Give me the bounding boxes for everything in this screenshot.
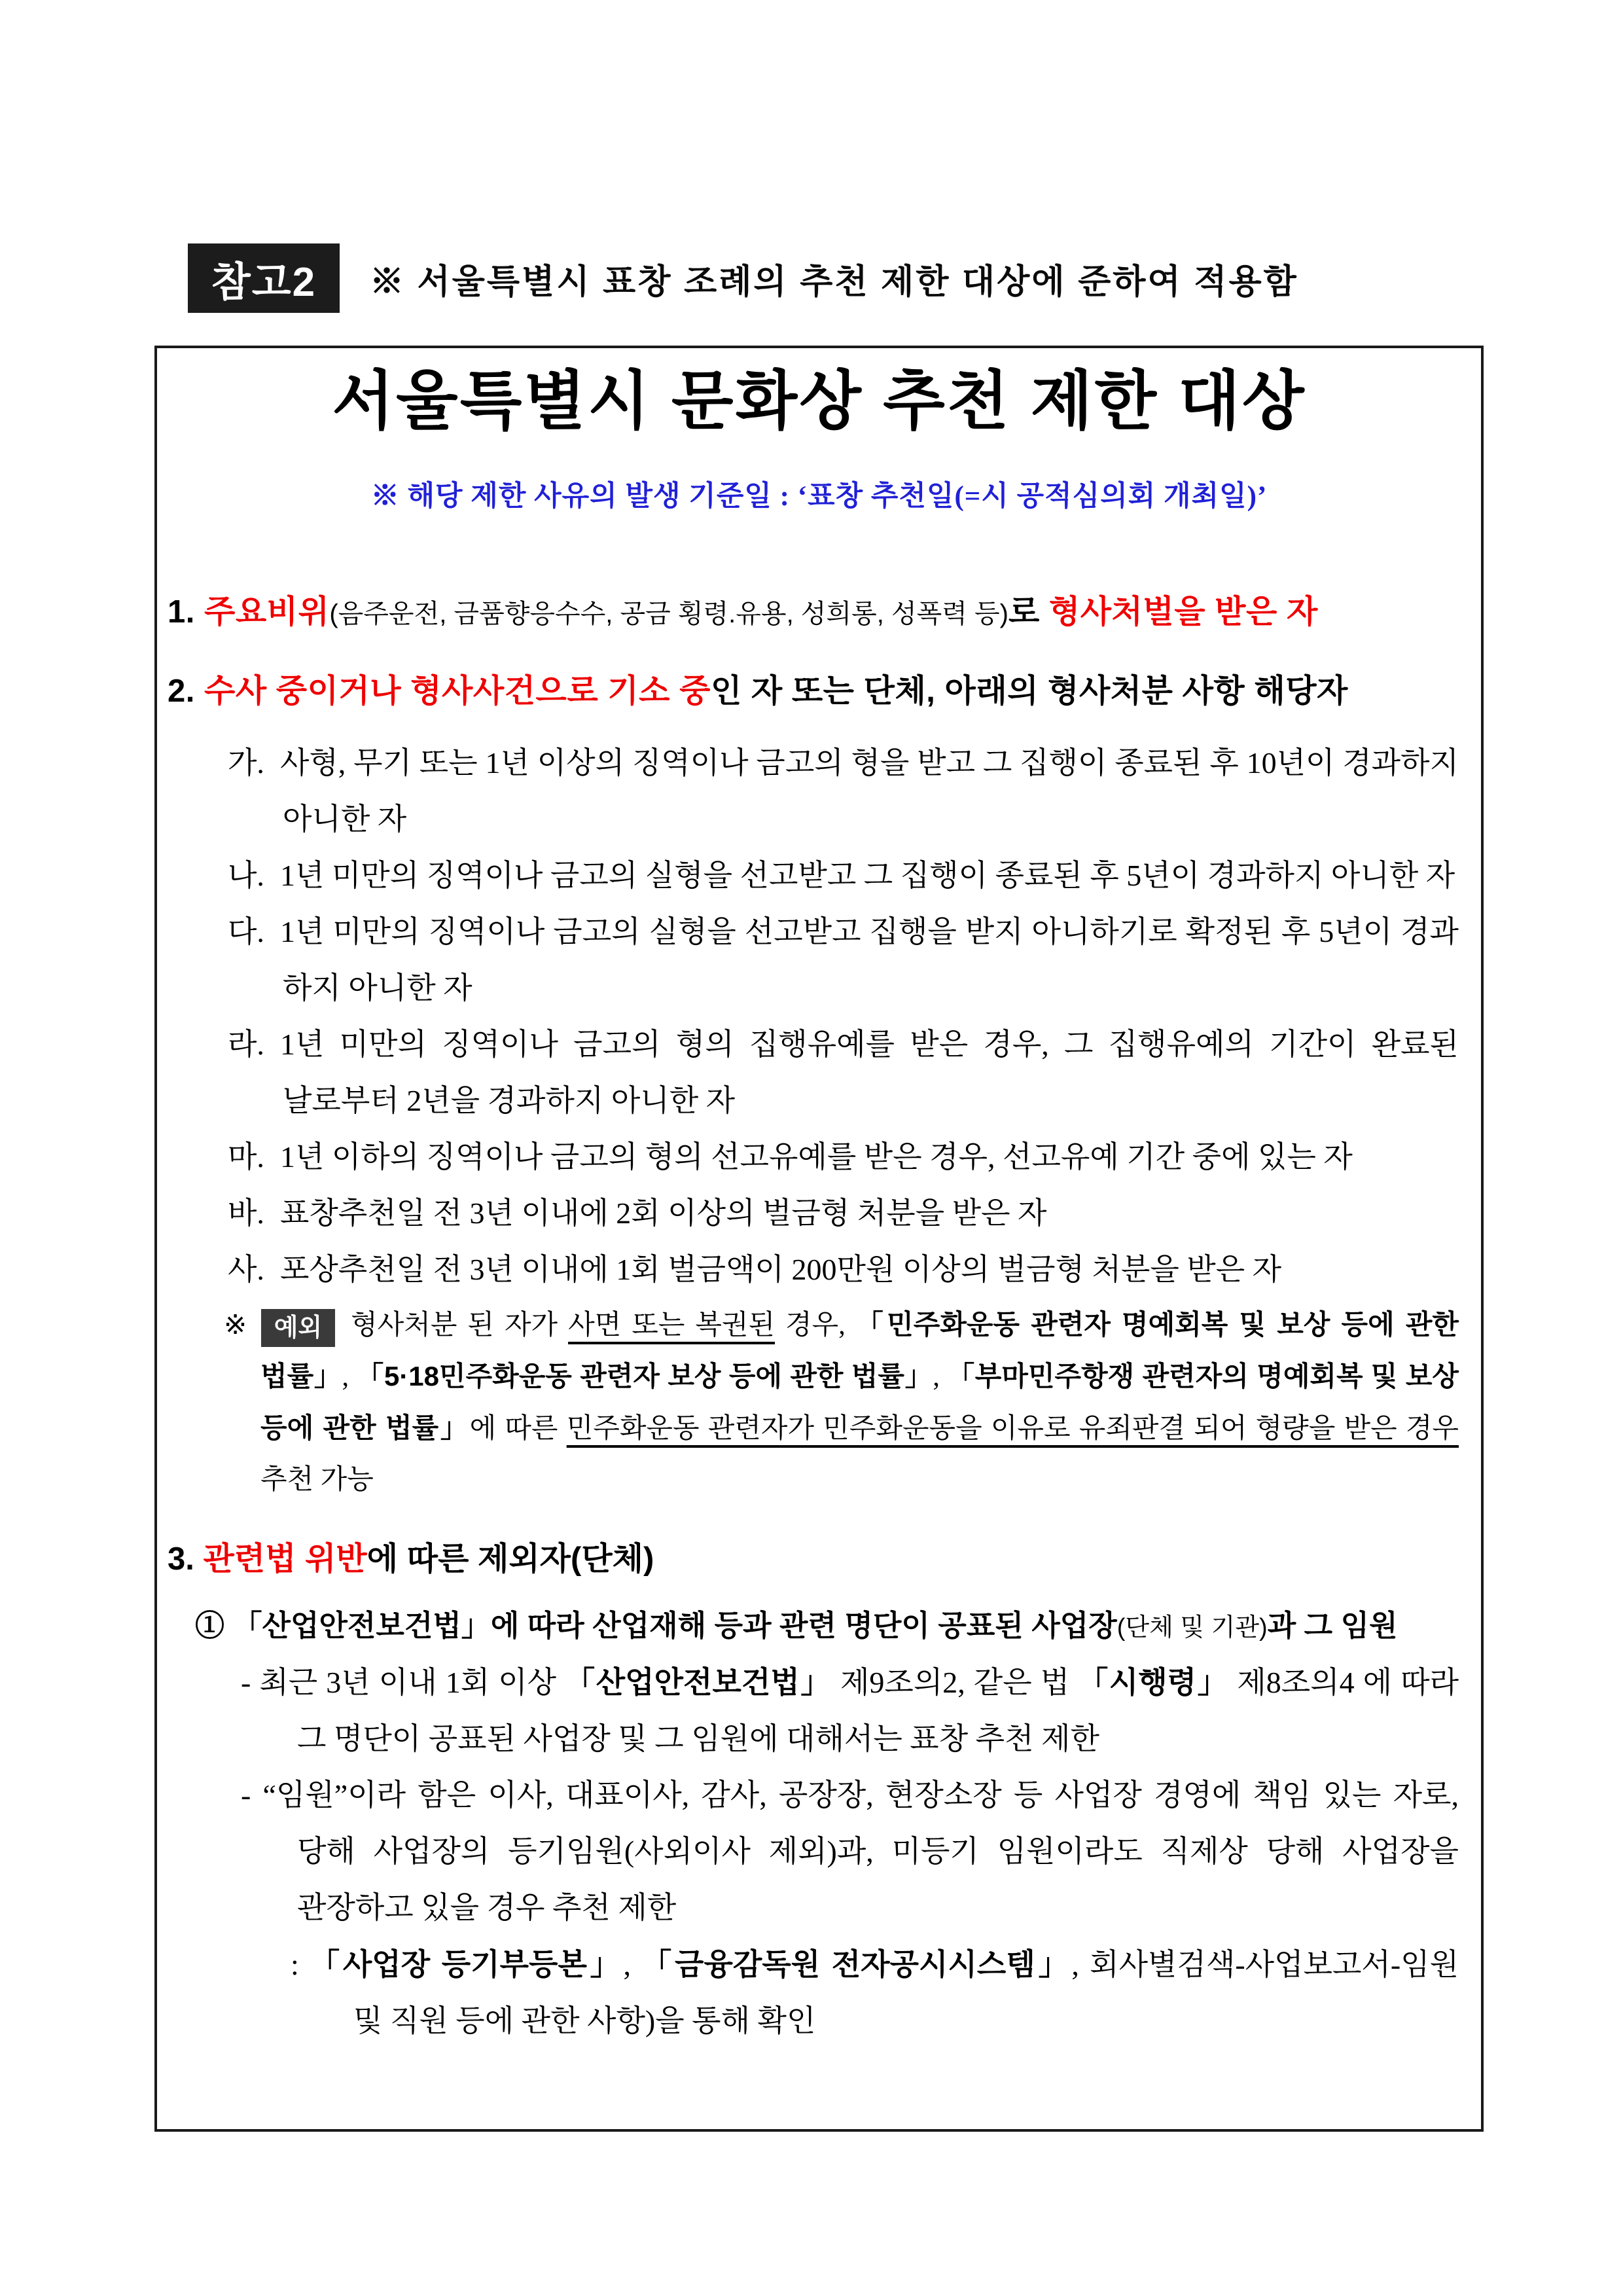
list-item: 나. 1년 미만의 징역이나 금고의 실형을 선고받고 그 집행이 종료된 후 5년이 경과하지 아니한 자 xyxy=(228,859,1455,893)
text-segment: , 회사별검색-사업보고서-임원 및 직원 등에 관한 사항)을 통해 확인 xyxy=(353,1947,1459,2037)
text-segment: 제9조의2, 같은 법 xyxy=(831,1665,1079,1699)
list-item: 사. 포상추천일 전 3년 이내에 1회 벌금액이 200만원 이상의 벌금형 처분을 받은 자 xyxy=(228,1253,1282,1287)
reference-mark: ※ xyxy=(224,1310,251,1341)
item-3-1-dash-1 xyxy=(241,1654,1459,1767)
list-item-label: 가. xyxy=(228,746,264,780)
text-segment: , xyxy=(933,1362,948,1393)
text-segment: 「5·18민주화운동 관련자 보상 등에 관한 법률」 xyxy=(356,1361,933,1392)
page-subtitle: ※ 해당 제한 사유의 발생 기준일 : ‘표창 추천일(=시 공적심의회 개최일)’ xyxy=(370,480,1268,512)
text-segment: 「금융감독원 전자공시시스템」 xyxy=(641,1946,1072,1981)
text-segment: 관련법 위반 xyxy=(203,1541,367,1577)
text-segment: 1. xyxy=(168,594,204,630)
list-item-label: 마. xyxy=(228,1140,264,1174)
text-segment: : xyxy=(291,1947,310,1981)
list-item: 가. 사형, 무기 또는 1년 이상의 징역이나 금고의 형을 받고 그 집행이 종료된 후 10년이 경과하지 아니한 자 xyxy=(228,746,1459,836)
text-segment: 수사 중이거나 형사사건으로 기소 중 xyxy=(204,673,711,709)
page-header xyxy=(188,243,1298,313)
text-segment: 「산업안전보건법」 xyxy=(232,1608,491,1642)
list-item: 라. 1년 미만의 징역이나 금고의 형의 집행유예를 받은 경우, 그 집행유예의 기간이 완료된 날로부터 2년을 경과하지 아니한 자 xyxy=(228,1028,1459,1118)
text-segment: 에 따른 제외자(단체) xyxy=(366,1541,654,1577)
list-item: 바. 표창추천일 전 3년 이내에 2회 이상의 벌금형 처분을 받은 자 xyxy=(228,1196,1047,1230)
text-segment: 사면 또는 복권된 xyxy=(568,1310,776,1341)
text-segment: 2. xyxy=(168,673,204,709)
list-item-label: 다. xyxy=(228,915,264,949)
exception-badge: 예외 xyxy=(261,1309,335,1347)
text-segment: 에 따른 xyxy=(469,1414,567,1444)
text-segment: 에 따라 산업재해 등과 관련 명단이 공표된 사업장 xyxy=(490,1608,1117,1642)
text-segment: 「시행령」 xyxy=(1078,1664,1229,1699)
text-segment: ① xyxy=(195,1608,233,1642)
item-1-heading xyxy=(168,592,1461,632)
text-segment: , xyxy=(623,1947,642,1981)
list-item: 다. 1년 미만의 징역이나 금고의 실형을 선고받고 집행을 받지 아니하기로 확정된 후 5년이 경과 하지 아니한 자 xyxy=(228,915,1459,1005)
text-segment: 형사처벌을 받은 자 xyxy=(1048,594,1318,630)
reference-badge: 참고2 xyxy=(188,243,340,313)
item-3-1-dash-2 xyxy=(241,1767,1459,1936)
text-segment: 과 그 임원 xyxy=(1267,1608,1398,1642)
text-segment: - “임원”이라 함은 이사, 대표이사, 감사, 공장장, 현장소장 등 사업장 경영에 책임 있는 자로, 당해 사업장의 등기임원(사외이사 제외)과, 미등기 임원이라도 직제상 당해 사업장을 관장하고 있을 경우 추천 제한 xyxy=(241,1778,1459,1924)
header-note: ※ 서울특별시 표창 조례의 추천 제한 대상에 준하여 적용함 xyxy=(370,262,1298,301)
text-segment: 「부마민주항쟁 관련자의 명예회복 및 보상 등에 관한 법률」 xyxy=(260,1361,1459,1444)
list-item: 마. 1년 이하의 징역이나 금고의 형의 선고유예를 받은 경우, 선고유예 기간 중에 있는 자 xyxy=(228,1140,1353,1174)
text-segment: 「사업장 등기부등본」 xyxy=(310,1946,624,1981)
text-segment: (음주운전, 금품향응수수, 공금 횡령.유용, 성희롱, 성폭력 등) xyxy=(329,599,1008,628)
text-segment: 「산업안전보건법」 xyxy=(565,1664,832,1699)
text-segment: 추천 가능 xyxy=(260,1465,374,1496)
list-item-label: 사. xyxy=(228,1253,264,1287)
exception-note xyxy=(224,1299,1459,1505)
text-segment: 로 xyxy=(1008,594,1049,630)
item-3-1-colon-note xyxy=(291,1936,1459,2049)
exception-text xyxy=(260,1310,1459,1495)
text-segment: 민주화운동 관련자가 민주화운동을 이유로 유죄판결 되어 형량을 받은 경우 xyxy=(566,1414,1459,1444)
text-segment: 형사처분 된 자가 xyxy=(351,1310,569,1341)
text-segment: (단체 및 기관) xyxy=(1116,1613,1268,1641)
text-segment: 「민주화운동 관련자 명예회복 및 보상 등에 관한 법률」 xyxy=(260,1309,1459,1392)
item-3-1 xyxy=(195,1600,1459,1654)
list-item-label: 나. xyxy=(228,859,264,893)
item-2-heading xyxy=(168,672,1461,711)
list-item-label: 라. xyxy=(228,1028,264,1062)
box-content xyxy=(168,592,1461,2049)
text-segment: 3. xyxy=(168,1541,204,1577)
text-segment: - 최근 3년 이내 1회 이상 xyxy=(241,1665,565,1699)
text-segment: 제8조의4 에 따라 그 명단이 공표된 사업장 및 그 임원에 대해서는 표창 추천 제한 xyxy=(297,1665,1459,1755)
text-segment: 경우, xyxy=(775,1310,856,1341)
text-segment: , xyxy=(342,1362,357,1393)
restriction-box xyxy=(154,346,1484,2132)
text-segment: 인 자 또는 단체, 아래의 형사처분 사항 해당자 xyxy=(710,673,1348,709)
criminal-penalty-sublist xyxy=(228,735,1459,1298)
item-3-heading xyxy=(168,1539,1461,1579)
list-item-label: 바. xyxy=(228,1196,264,1230)
page-title: 서울특별시 문화상 추천 제한 대상 xyxy=(332,365,1306,437)
text-segment: 주요비위 xyxy=(204,594,330,630)
